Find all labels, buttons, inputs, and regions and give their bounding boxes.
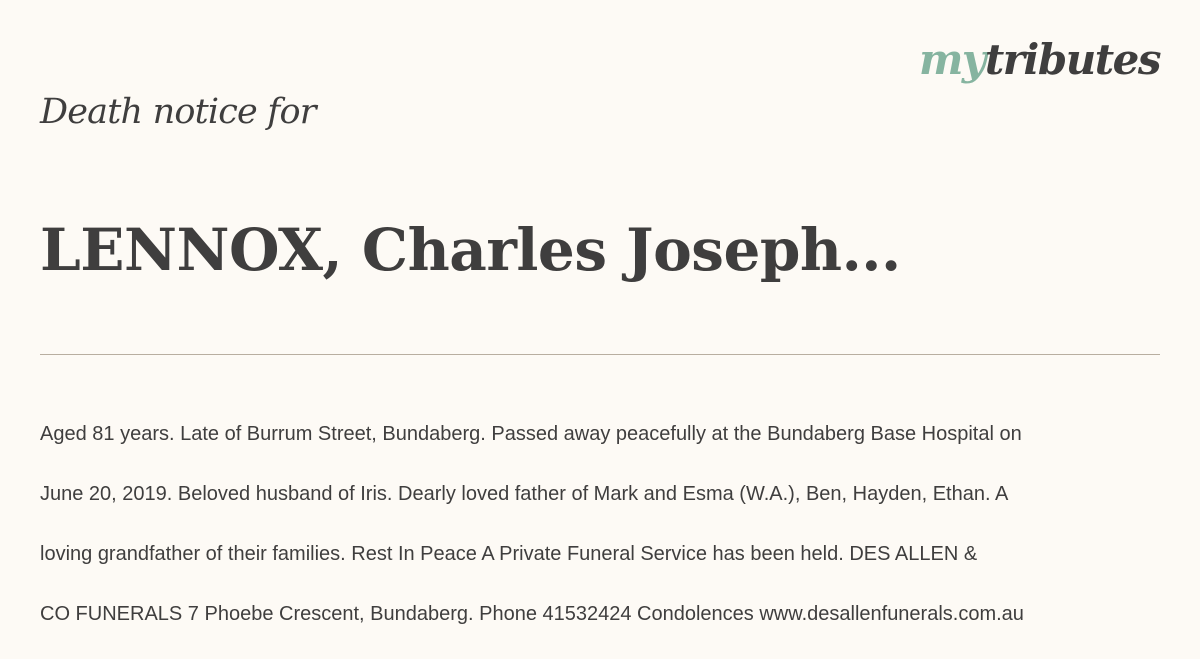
notice-body-line: Aged 81 years. Late of Burrum Street, Bundaberg. Passed away peacefully at the Bundaberg Base Hospital on [40, 423, 1022, 445]
logo-suffix: tributes [984, 35, 1160, 84]
notice-body-line: June 20, 2019. Beloved husband of Iris. Dearly loved father of Mark and Esma (W.A.), Ben, Hayden, Ethan. A [40, 483, 1009, 505]
notice-body [40, 389, 1140, 659]
section-divider [40, 354, 1160, 355]
deceased-name: LENNOX, Charles Joseph... [40, 216, 901, 284]
notice-body-line: loving grandfather of their families. Rest In Peace A Private Funeral Service has been held. DES ALLEN & [40, 543, 978, 565]
notice-body-line: CO FUNERALS 7 Phoebe Crescent, Bundaberg. Phone 41532424 Condolences www.desallenfunerals.com.au [40, 603, 1024, 625]
mytributes-logo [919, 32, 1160, 88]
logo-prefix: my [918, 35, 985, 84]
notice-type-label: Death notice for [40, 92, 316, 132]
